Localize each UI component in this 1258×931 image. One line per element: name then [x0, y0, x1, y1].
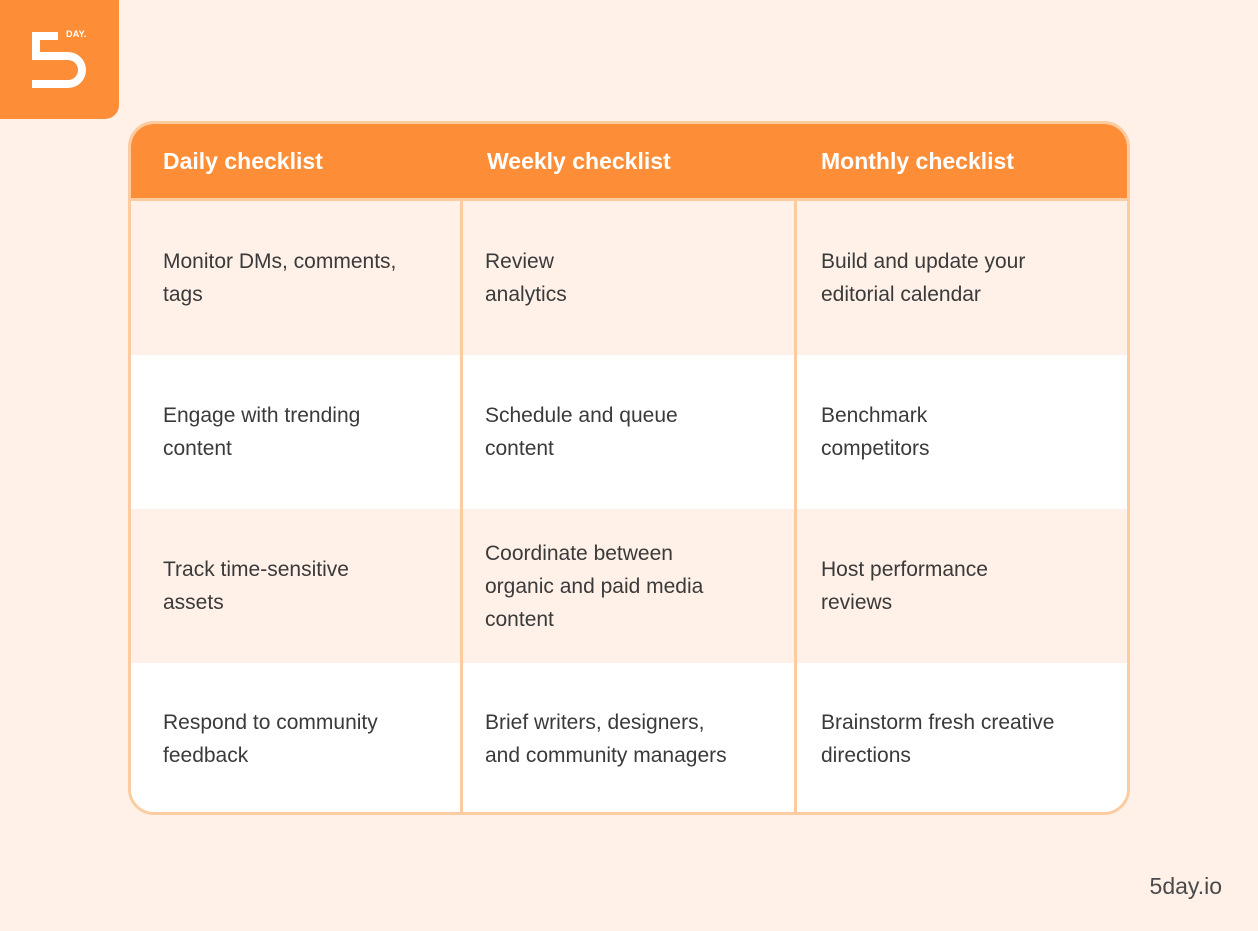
table-cell: Review analytics [463, 201, 797, 355]
table-cell: Respond to community feedback [131, 663, 463, 815]
checklist-table [128, 121, 1130, 815]
table-cell: Brainstorm fresh creative directions [821, 711, 1055, 767]
table-row [131, 201, 1127, 355]
table-row [131, 355, 1127, 509]
table-cell: Host performance reviews [821, 558, 988, 614]
footer-url: 5day.io [1149, 873, 1222, 899]
header-weekly: Weekly checklist [487, 147, 671, 174]
table-header [131, 124, 1127, 198]
table-cell: Monitor DMs, comments, tags [131, 201, 463, 355]
table-row [131, 509, 1127, 663]
brand-logo [0, 0, 119, 119]
header-monthly: Monthly checklist [821, 147, 1014, 174]
header-daily: Daily checklist [163, 147, 323, 174]
table-cell: Brief writers, designers, and community managers [463, 663, 797, 815]
table-cell: Benchmark competitors [821, 404, 930, 460]
table-cell: Coordinate between organic and paid media content [463, 509, 797, 663]
table-cell: Engage with trending content [131, 355, 463, 509]
table-row [131, 663, 1127, 815]
table-cell: Build and update your editorial calendar [821, 250, 1026, 306]
table-cell: Schedule and queue content [463, 355, 797, 509]
logo-text: DAY. [66, 29, 87, 39]
table-cell: Track time-sensitive assets [131, 509, 463, 663]
